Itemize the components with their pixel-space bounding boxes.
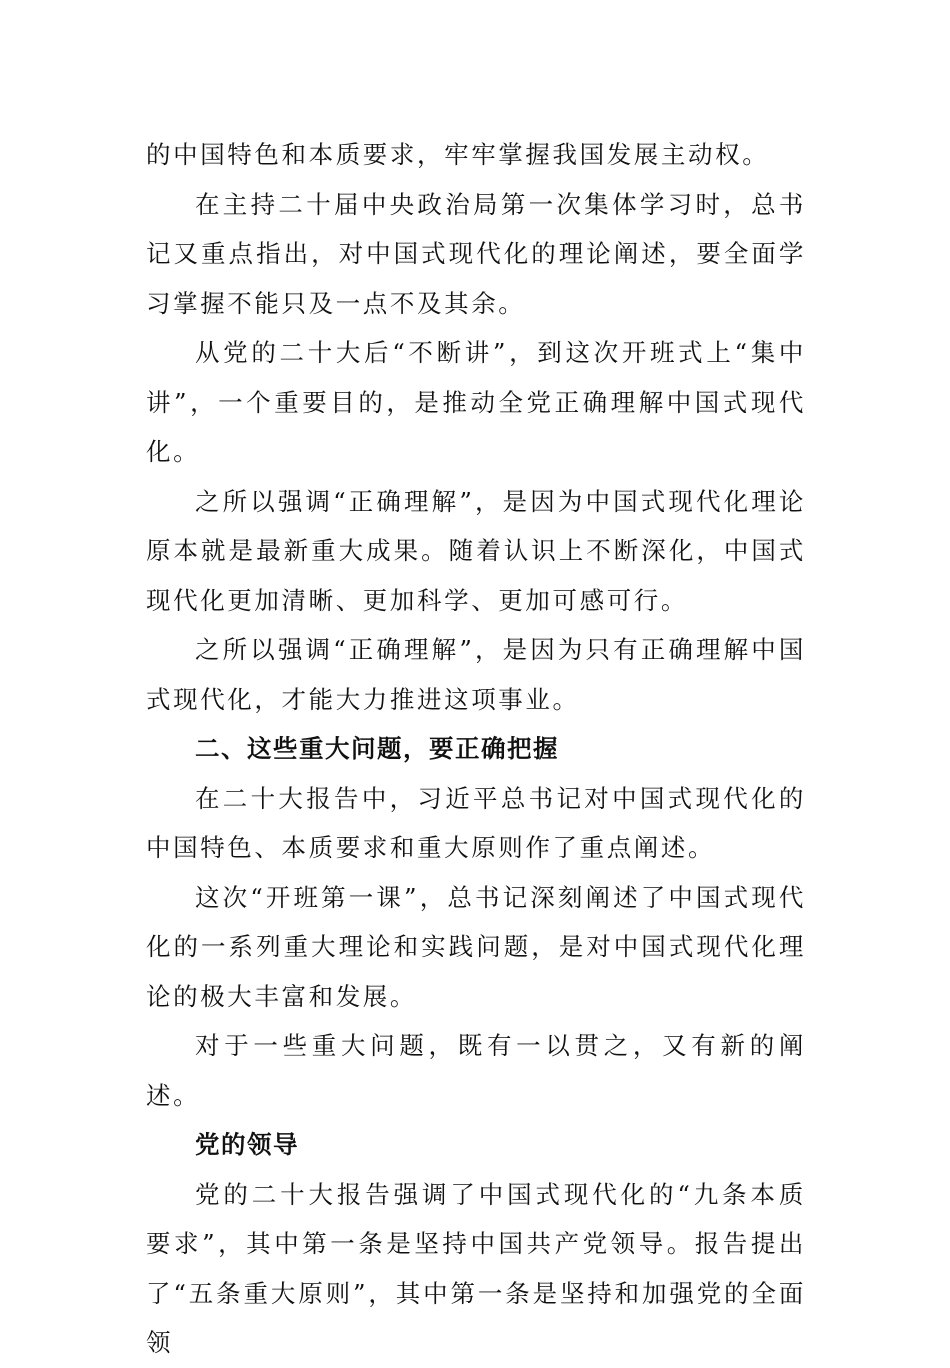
paragraph: 对于一些重大问题，既有一以贯之，又有新的阐述。 [146,1031,806,1110]
paragraph: 在二十大报告中，习近平总书记对中国式现代化的中国特色、本质要求和重大原则作了重点阐述。 [146,783,806,862]
section-heading: 二、这些重大问题，要正确把握 [195,734,559,763]
paragraph: 之所以强调“正确理解”，是因为只有正确理解中国式现代化，才能大力推进这项事业。 [146,635,806,714]
paragraph: 党的二十大报告强调了中国式现代化的“九条本质要求”，其中第一条是坚持中国共产党领导。报告提出了“五条重大原则”，其中第一条是坚持和加强党的全面领 [146,1179,806,1357]
subsection-heading: 党的领导 [195,1130,299,1159]
document-body [146,130,806,1368]
paragraph: 在主持二十届中央政治局第一次集体学习时，总书记又重点指出，对中国式现代化的理论阐述，要全面学习掌握不能只及一点不及其余。 [146,189,806,318]
paragraph: 从党的二十大后“不断讲”，到这次开班式上“集中讲”，一个重要目的，是推动全党正确理解中国式现代化。 [146,338,806,466]
paragraph: 之所以强调“正确理解”，是因为中国式现代化理论原本就是最新重大成果。随着认识上不断深化，中国式现代化更加清晰、更加科学、更加可感可行。 [146,486,806,615]
paragraph-continuation: 的中国特色和本质要求，牢牢掌握我国发展主动权。 [146,140,770,169]
paragraph: 这次“开班第一课”，总书记深刻阐述了中国式现代化的一系列重大理论和实践问题，是对中国式现代化理论的极大丰富和发展。 [146,882,806,1011]
